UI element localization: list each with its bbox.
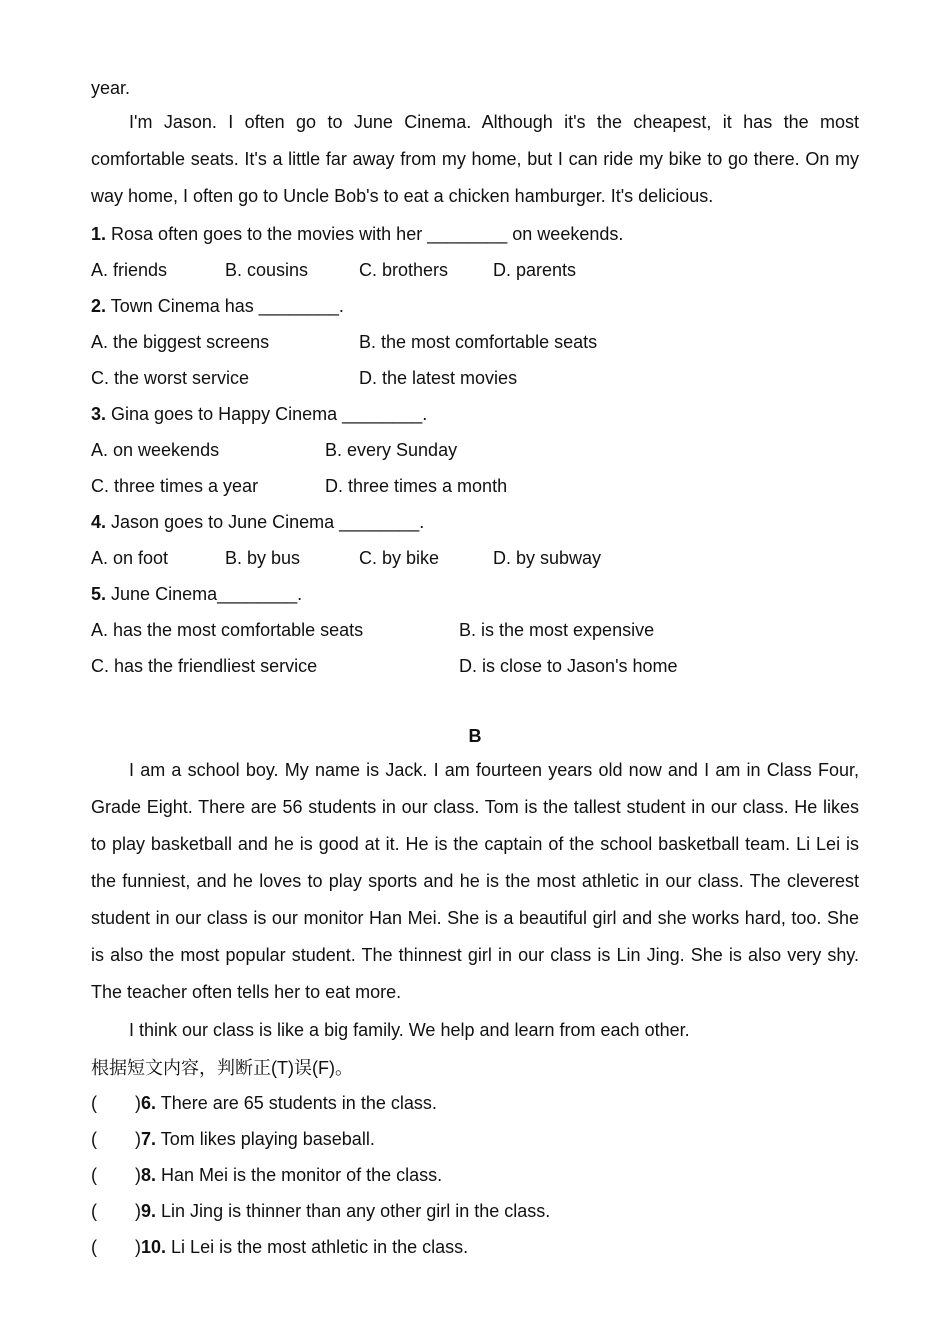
answer-blank-open: ( — [91, 1201, 97, 1221]
question-text: Town Cinema has ________. — [110, 296, 344, 316]
q4-option-d: D. by subway — [493, 548, 602, 568]
question-5 — [91, 583, 302, 605]
question-text: Gina goes to Happy Cinema ________. — [111, 404, 428, 424]
question-number: 8. — [141, 1165, 157, 1185]
section-b-title: B — [468, 726, 482, 746]
question-text: Li Lei is the most athletic in the class. — [171, 1237, 469, 1257]
q3-option-d: D. three times a month — [325, 476, 508, 496]
answer-blank-close: ) — [135, 1165, 141, 1185]
question-number: 10. — [141, 1237, 167, 1257]
section-b-paragraph-2: I think our class is like a big family. We help and learn from each other. — [129, 1020, 690, 1040]
section-b-paragraph-1: I am a school boy. My name is Jack. I am fourteen years old now and I am in Class Four, Grade Eight. There are 56 students in our class. Tom is the tallest student in our class. He likes to play basketball and he is good at it. He is the captain of the school basketball team. Li Lei is the funniest, and he loves to play sports and he is the most athletic in our class. The cleverest student in our class is our monitor Han Mei. She is a beautiful girl and she works hard, too. She is also the most popular student. The thinnest girl in our class is Lin Jing. She is also very shy. The teacher often tells her to eat more. — [91, 760, 859, 1002]
question-text: Lin Jing is thinner than any other girl in the class. — [161, 1201, 551, 1221]
answer-blank-open: ( — [91, 1093, 97, 1113]
question-number: 7. — [141, 1129, 157, 1149]
answer-blank-open: ( — [91, 1237, 97, 1257]
q3-option-c: C. three times a year — [91, 476, 259, 496]
question-number: 3. — [91, 404, 107, 424]
tf-question-8 — [91, 1164, 442, 1186]
passage-a-line-year: year. — [91, 78, 131, 98]
tf-question-10 — [91, 1236, 468, 1258]
tf-question-7 — [91, 1128, 375, 1150]
question-4 — [91, 511, 424, 533]
tf-question-9 — [91, 1200, 550, 1222]
question-text: June Cinema________. — [111, 584, 303, 604]
question-text: Tom likes playing baseball. — [160, 1129, 375, 1149]
section-b-instruction: 根据短文内容，判断正(T)误(F)。 — [91, 1058, 353, 1078]
question-number: 9. — [141, 1201, 157, 1221]
q3-option-a: A. on weekends — [91, 440, 220, 460]
q3-option-b: B. every Sunday — [325, 440, 458, 460]
q4-option-a: A. on foot — [91, 548, 169, 568]
q5-option-b: B. is the most expensive — [459, 620, 655, 640]
answer-blank-open: ( — [91, 1129, 97, 1149]
q4-option-c: C. by bike — [359, 548, 440, 568]
question-number: 2. — [91, 296, 107, 316]
answer-blank-close: ) — [135, 1129, 141, 1149]
answer-blank-close: ) — [135, 1201, 141, 1221]
question-text: There are 65 students in the class. — [160, 1093, 437, 1113]
q2-option-b: B. the most comfortable seats — [359, 332, 598, 352]
q5-option-a: A. has the most comfortable seats — [91, 620, 364, 640]
passage-a-jason-paragraph: I'm Jason. I often go to June Cinema. Although it's the cheapest, it has the most comfortable seats. It's a little far away from my home, but I can ride my bike to go there. On my way home, I often go to Uncle Bob's to eat a chicken hamburger. It's delicious. — [91, 112, 859, 206]
q2-option-c: C. the worst service — [91, 368, 250, 388]
question-text: Han Mei is the monitor of the class. — [161, 1165, 443, 1185]
question-1 — [91, 223, 623, 245]
q5-option-d: D. is close to Jason's home — [459, 656, 678, 676]
question-number: 1. — [91, 224, 107, 244]
question-number: 5. — [91, 584, 107, 604]
answer-blank-close: ) — [135, 1237, 141, 1257]
question-3 — [91, 403, 427, 425]
answer-blank-close: ) — [135, 1093, 141, 1113]
q4-option-b: B. by bus — [225, 548, 301, 568]
q1-option-a: A. friends — [91, 260, 168, 280]
tf-question-6 — [91, 1092, 437, 1114]
q5-option-c: C. has the friendliest service — [91, 656, 318, 676]
q1-option-d: D. parents — [493, 260, 577, 280]
q2-option-d: D. the latest movies — [359, 368, 518, 388]
answer-blank-open: ( — [91, 1165, 97, 1185]
question-number: 4. — [91, 512, 107, 532]
q1-option-c: C. brothers — [359, 260, 449, 280]
question-2 — [91, 295, 344, 317]
question-text: Rosa often goes to the movies with her ________ on weekends. — [111, 224, 624, 244]
q1-option-b: B. cousins — [225, 260, 309, 280]
question-number: 6. — [141, 1093, 157, 1113]
question-text: Jason goes to June Cinema ________. — [111, 512, 425, 532]
q2-option-a: A. the biggest screens — [91, 332, 270, 352]
